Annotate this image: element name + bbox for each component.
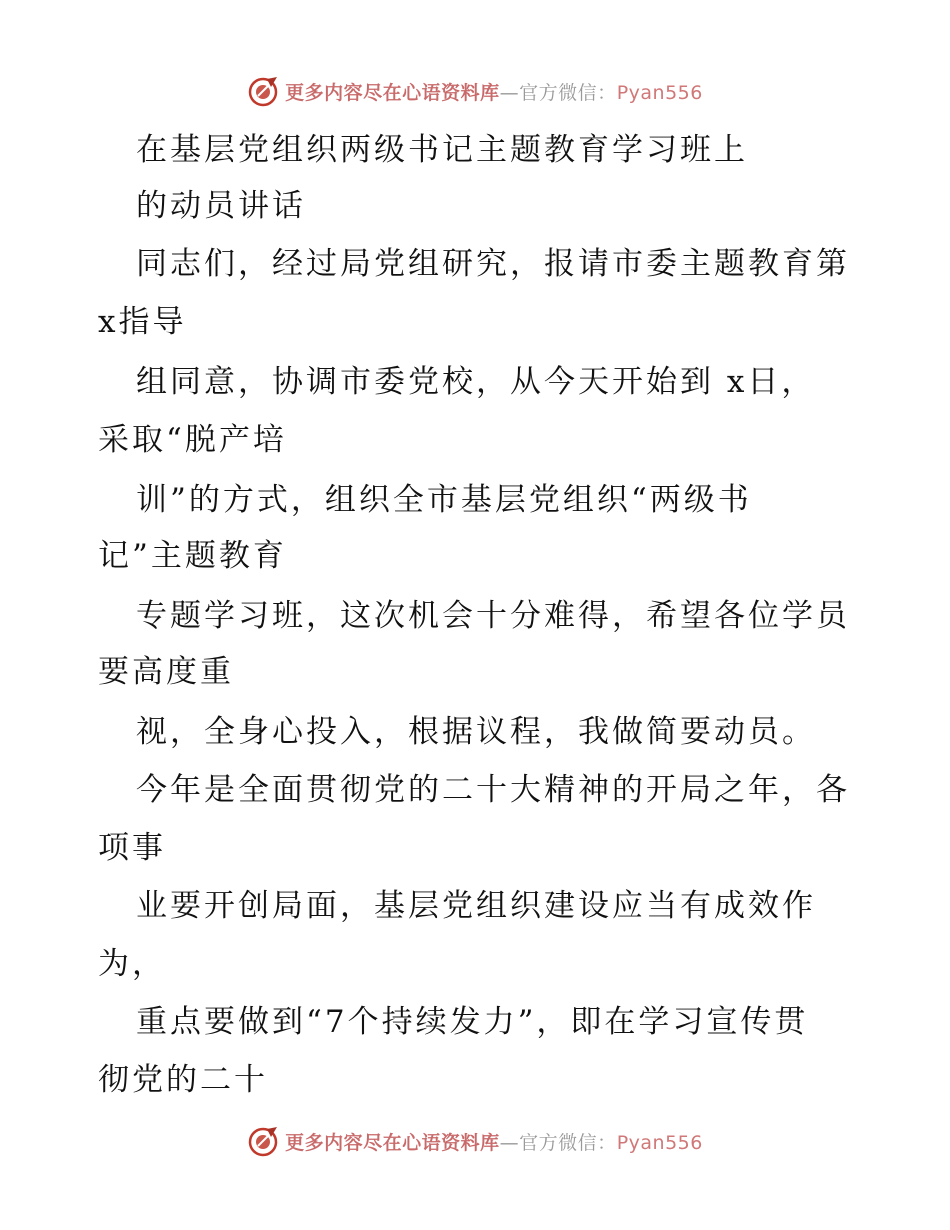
text-line: 项事: [98, 830, 166, 866]
text-line: 采取“脱产培: [98, 422, 287, 458]
text-line: x指导: [98, 304, 187, 340]
text-line: 专题学习班，这次机会十分难得，希望各位学员: [136, 598, 850, 634]
footer-watermark: [0, 1124, 950, 1158]
text-line: 彻党的二十: [98, 1062, 268, 1098]
quill-seal-icon: [247, 75, 279, 107]
title-line-2: 的动员讲话: [136, 188, 306, 224]
text-line: 要高度重: [98, 654, 234, 690]
watermark-text: 更多内容尽在心语资料库—官方微信：Pyan556: [285, 81, 703, 104]
title-line-1: 在基层党组织两级书记主题教育学习班上: [136, 132, 748, 168]
watermark-text: 更多内容尽在心语资料库—官方微信：Pyan556: [285, 1131, 703, 1154]
text-line: 为，: [98, 946, 166, 982]
header-watermark: [0, 74, 950, 108]
text-line: 视，全身心投入，根据议程，我做简要动员。: [136, 714, 816, 750]
text-line: 记”主题教育: [98, 538, 287, 574]
text-line: 业要开创局面，基层党组织建设应当有成效作: [136, 888, 816, 924]
text-line: 重点要做到“7个持续发力”，即在学习宣传贯: [136, 1004, 809, 1040]
text-line: 训”的方式，组织全市基层党组织“两级书: [136, 482, 752, 518]
text-line: 组同意，协调市委党校，从今天开始到 x日，: [136, 364, 816, 400]
quill-seal-icon: [247, 1125, 279, 1157]
text-line: 今年是全面贯彻党的二十大精神的开局之年，各: [136, 772, 850, 808]
text-line: 同志们，经过局党组研究，报请市委主题教育第: [136, 246, 850, 282]
